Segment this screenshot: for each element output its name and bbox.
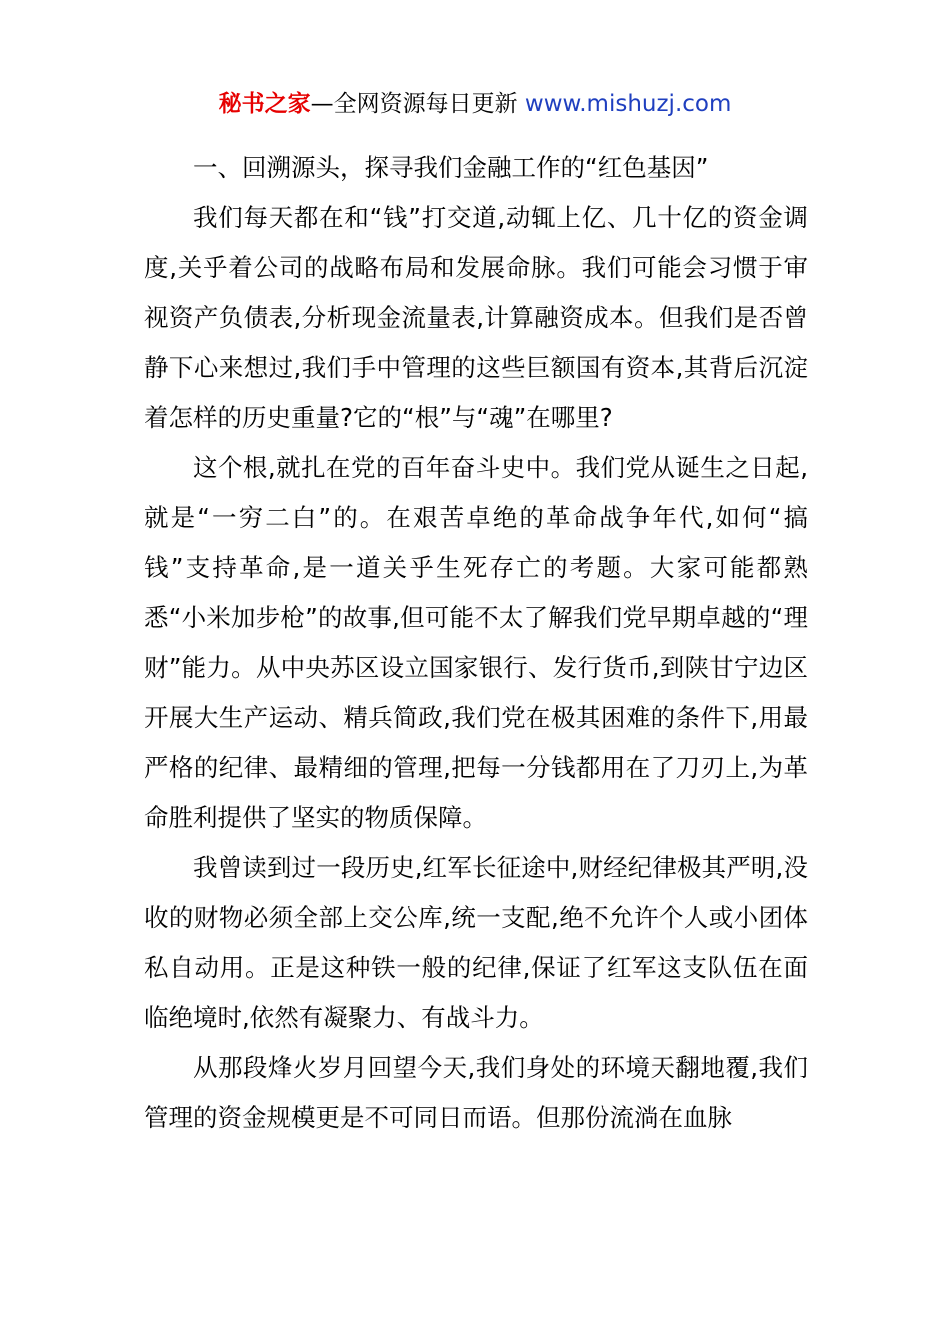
paragraph: 从那段烽火岁月回望今天,我们身处的环境天翻地覆,我们管理的资金规模更是不可同日而语。但那份流淌在血脉 [144, 1053, 808, 1132]
header-separator: — [310, 91, 334, 117]
header-tagline: 全网资源每日更新 [333, 91, 525, 117]
section-heading: 一、回溯源头，探寻我们金融工作的“红色基因” [193, 153, 709, 182]
paragraph: 我曾读到过一段历史,红军长征途中,财经纪律极其严明,没收的财物必须全部上交公库,统一支配,绝不允许个人或小团体私自动用。正是这种铁一般的纪律,保证了红军这支队伍在面临绝境时,依然有凝聚力、有战斗力。 [144, 853, 808, 1032]
document-body [144, 143, 808, 1143]
site-url-link[interactable]: www.mishuzj.com [524, 91, 732, 117]
brand-name: 秘书之家 [218, 91, 311, 117]
paragraph: 我们每天都在和“钱”打交道,动辄上亿、几十亿的资金调度,关乎着公司的战略布局和发展命脉。我们可能会习惯于审视资产负债表,分析现金流量表,计算融资成本。但我们是否曾静下心来想过,我们手中管理的这些巨额国有资本,其背后沉淀着怎样的历史重量?它的“根”与“魂”在哪里? [144, 203, 808, 432]
paragraph: 这个根,就扎在党的百年奋斗史中。我们党从诞生之日起,就是“一穷二白”的。在艰苦卓绝的革命战争年代,如何“搞钱”支持革命,是一道关乎生死存亡的考题。大家可能都熟悉“小米加步枪”的故事,但可能不太了解我们党早期卓越的“理财”能力。从中央苏区设立国家银行、发行货币,到陕甘宁边区开展大生产运动、精兵简政,我们党在极其困难的条件下,用最严格的纪律、最精细的管理,把每一分钱都用在了刀刃上,为革命胜利提供了坚实的物质保障。 [144, 453, 808, 832]
page-header [0, 86, 950, 122]
